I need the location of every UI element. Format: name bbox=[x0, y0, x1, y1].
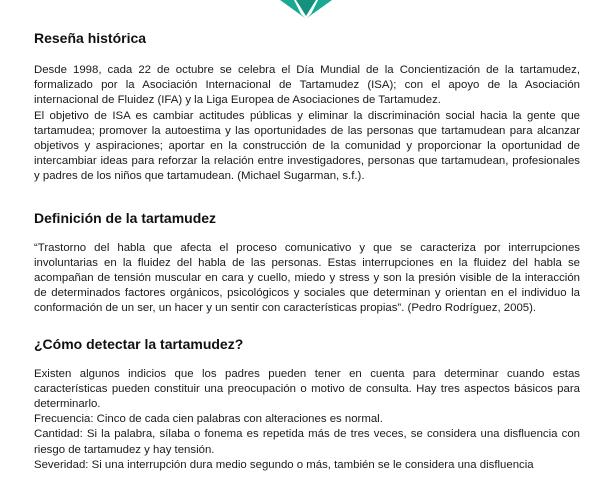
paragraph: Existen algunos indicios que los padres pueden tener en cuenta para determinar cuando estas características pueden constituir una preocupación o motivo de consulta. Hay tres aspectos básicos para determinarlo. bbox=[34, 367, 580, 411]
section-definition bbox=[34, 208, 580, 317]
section-heading: Definición de la tartamudez bbox=[34, 209, 217, 226]
section-heading: Reseña histórica bbox=[34, 30, 147, 46]
paragraph: Frecuencia: Cinco de cada cien palabras con alteraciones es normal. bbox=[34, 413, 383, 426]
section-historical-review bbox=[34, 28, 580, 185]
section-heading: ¿Cómo detectar la tartamudez? bbox=[34, 335, 244, 352]
paragraph: El objetivo de ISA es cambiar actitudes públicas y eliminar la discriminación social hacia la gente que tartamudea; promover la autoestima y las oportunidades de las personas que tartamudean para alcanzar objetivos y aspiraciones; aportar en la construcción de la comunidad y proporcionar la oportunidad de intercambiar ideas para reforzar la relación entre investigadores, personas que tartamudean, profesionales y padres de los niños que tartamudean. (Michael Sugarman, s.f.). bbox=[34, 109, 580, 183]
paragraph: Cantidad: Si la palabra, sílaba o fonema es repetida más de tres veces, se considera una disfluencia con riesgo de tartamudez y hay tensión. bbox=[34, 428, 580, 456]
paragraph: Desde 1998, cada 22 de octubre se celebra el Día Mundial de la Concientización de la tartamudez, formalizado por la Asociación Internacional de Tartamudez (ISA); con el apoyo de la Asociación internacional de Fluidez (IFA) y la Liga Europea de Asociaciones de Tartamudez. bbox=[34, 64, 580, 107]
quote-paragraph: “Trastorno del habla que afecta el proceso comunicativo y que se caracteriza por interrupciones involuntarias en la fluidez del habla de las personas. Estas interrupciones en la fluidez del habla se acompañan de tensión muscular en cara y cuello, miedo y stress y son la presión visible de la interacción de determinados factores orgánicos, psicológicos y sociales que determinan y orientan en el individuo la conformación de un ser, un hacer y un sentir con características propias”. (Pedro Rodríguez, 2005). bbox=[34, 241, 580, 315]
teal-chevron-logo-icon bbox=[278, 0, 334, 18]
paragraph: Severidad: Si una interrupción dura medio segundo o más, también se le considera una disfluencia bbox=[34, 458, 534, 471]
document-body bbox=[34, 28, 580, 474]
section-detection bbox=[34, 334, 580, 474]
